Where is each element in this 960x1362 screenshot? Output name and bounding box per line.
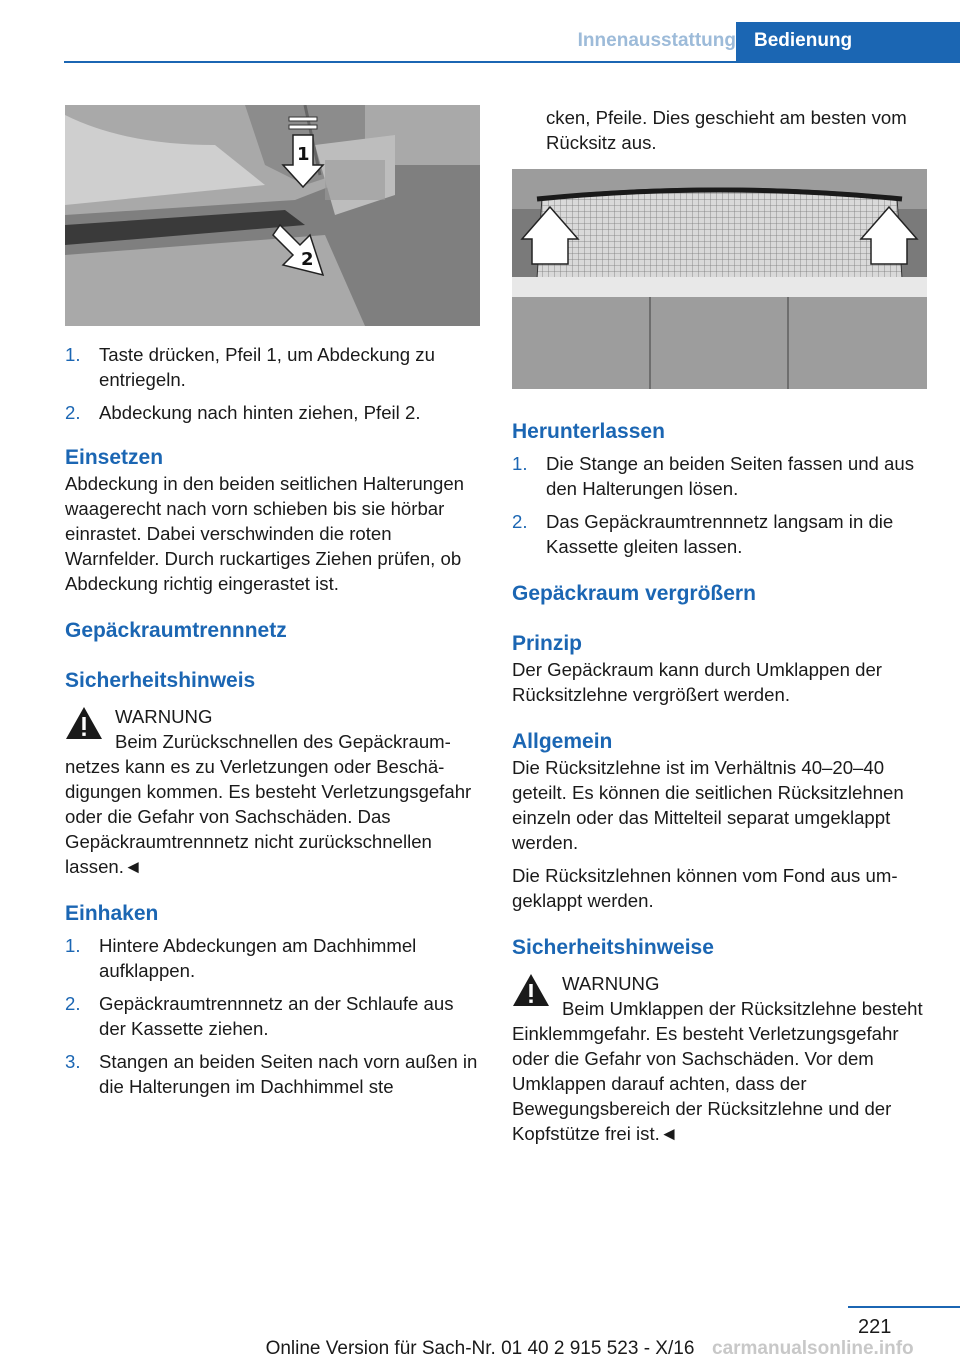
cover-release-illustration: [65, 105, 480, 326]
page-number-rule: [848, 1306, 960, 1308]
heading-trennnetz: Gepäckraumtrennnetz: [65, 619, 287, 642]
heading-prinzip: Prinzip: [512, 632, 583, 655]
continued-text: cken, Pfeile. Dies geschieht am besten vom Rücksitz aus.: [546, 107, 907, 153]
list-item: 1. Taste drücken, Pfeil 1, um Abdeckung zu entriegeln.: [65, 344, 435, 390]
heading-herunterlassen: Herunterlassen: [512, 420, 665, 443]
list-item: 2. Abdeckung nach hinten ziehen, Pfeil 2.: [65, 402, 421, 423]
left-column: [65, 105, 485, 1107]
heading-einhaken: Einhaken: [65, 902, 159, 925]
header-rule: [64, 61, 960, 63]
warning-icon: [512, 973, 550, 1007]
prinzip-text: Der Gepäckraum kann durch Umklappen der Rücksitzlehne vergrößert werden.: [512, 659, 882, 705]
heading-einsetzen: Einsetzen: [65, 446, 164, 469]
arrow-label-2: 2: [301, 249, 314, 270]
section-tab[interactable]: Innenausstattung: [577, 30, 736, 51]
warning-text: Beim Zurückschnellen des Gepäckraumnetzes kann es zu Verletzungen oder Beschädigungen kommen. Es besteht Verletzungsgefahr oder die Gefahr von Sachschäden. Das Gepäckraumtrennnetz nicht zurückschnellen lassen.◄: [65, 731, 472, 877]
heading-allgemein: Allgemein: [512, 730, 613, 753]
warning-title: WARNUNG: [562, 973, 660, 994]
heading-sicherheitshinweis: Sicherheitshinweis: [65, 669, 256, 692]
list-item: 1. Die Stange an beiden Seiten fassen und aus den Halterungen lösen.: [512, 453, 915, 499]
page-header: [0, 0, 960, 62]
list-item: 3. Stangen an beiden Seiten nach vorn außen in die Halterungen im Dachhimmel ste: [65, 1051, 478, 1097]
release-steps: [65, 342, 485, 425]
list-item: 1. Hintere Abdeckungen am Dachhimmel aufklappen.: [65, 935, 417, 981]
allgemein-text-1: Die Rücksitzlehne ist im Verhältnis 40–20–40 geteilt. Es können die seitlichen Rücksitzlehnen einzeln oder das Mittelteil separat umgeklappt werden.: [512, 757, 904, 853]
heading-vergroessern: Gepäckraum vergrößern: [512, 582, 756, 605]
arrow-label-1: 1: [297, 144, 310, 165]
allgemein-text-2: Die Rücksitzlehnen können vom Fond aus umgeklappt werden.: [512, 865, 898, 911]
chapter-tab[interactable]: Bedienung: [736, 22, 960, 62]
list-item: 2. Das Gepäckraumtrennnetz langsam in die Kassette gleiten lassen.: [512, 511, 894, 557]
page-number: 221: [858, 1316, 892, 1338]
warning-title: WARNUNG: [115, 706, 213, 727]
herunterlassen-steps: [512, 451, 928, 559]
warning-text: Beim Umklappen der Rücksitzlehne besteht Einklemmgefahr. Es besteht Verletzungsgefahr oder die Gefahr von Sachschäden. Vor dem Umklappen darauf achten, dass der Bewegungsbereich der Rücksitzlehne und der Kopfstütze frei ist.◄: [512, 998, 923, 1144]
warning-box: [512, 971, 928, 1146]
warning-box: [65, 704, 485, 879]
right-column: [512, 105, 928, 1146]
list-item: 2. Gepäckraumtrennnetz an der Schlaufe aus der Kassette ziehen.: [65, 993, 454, 1039]
online-version-footer: Online Version für Sach-Nr. 01 40 2 915 523 - X/16: [265, 1338, 695, 1359]
watermark: carmanualsonline.info: [712, 1338, 914, 1359]
warning-icon: [65, 706, 103, 740]
einhaken-steps: [65, 933, 485, 1099]
einsetzen-text: Abdeckung in den beiden seitlichen Halterungen waagerecht nach vorn schieben bis sie hörbar einrastet. Dabei verschwinden die roten Warnfelder. Durch ruckartiges Ziehen prüfen, ob Abdeckung richtig eingerastet ist.: [65, 473, 465, 594]
luggage-net-illustration: [512, 169, 927, 389]
heading-sicherheitshinweise: Sicherheitshinweise: [512, 936, 714, 959]
